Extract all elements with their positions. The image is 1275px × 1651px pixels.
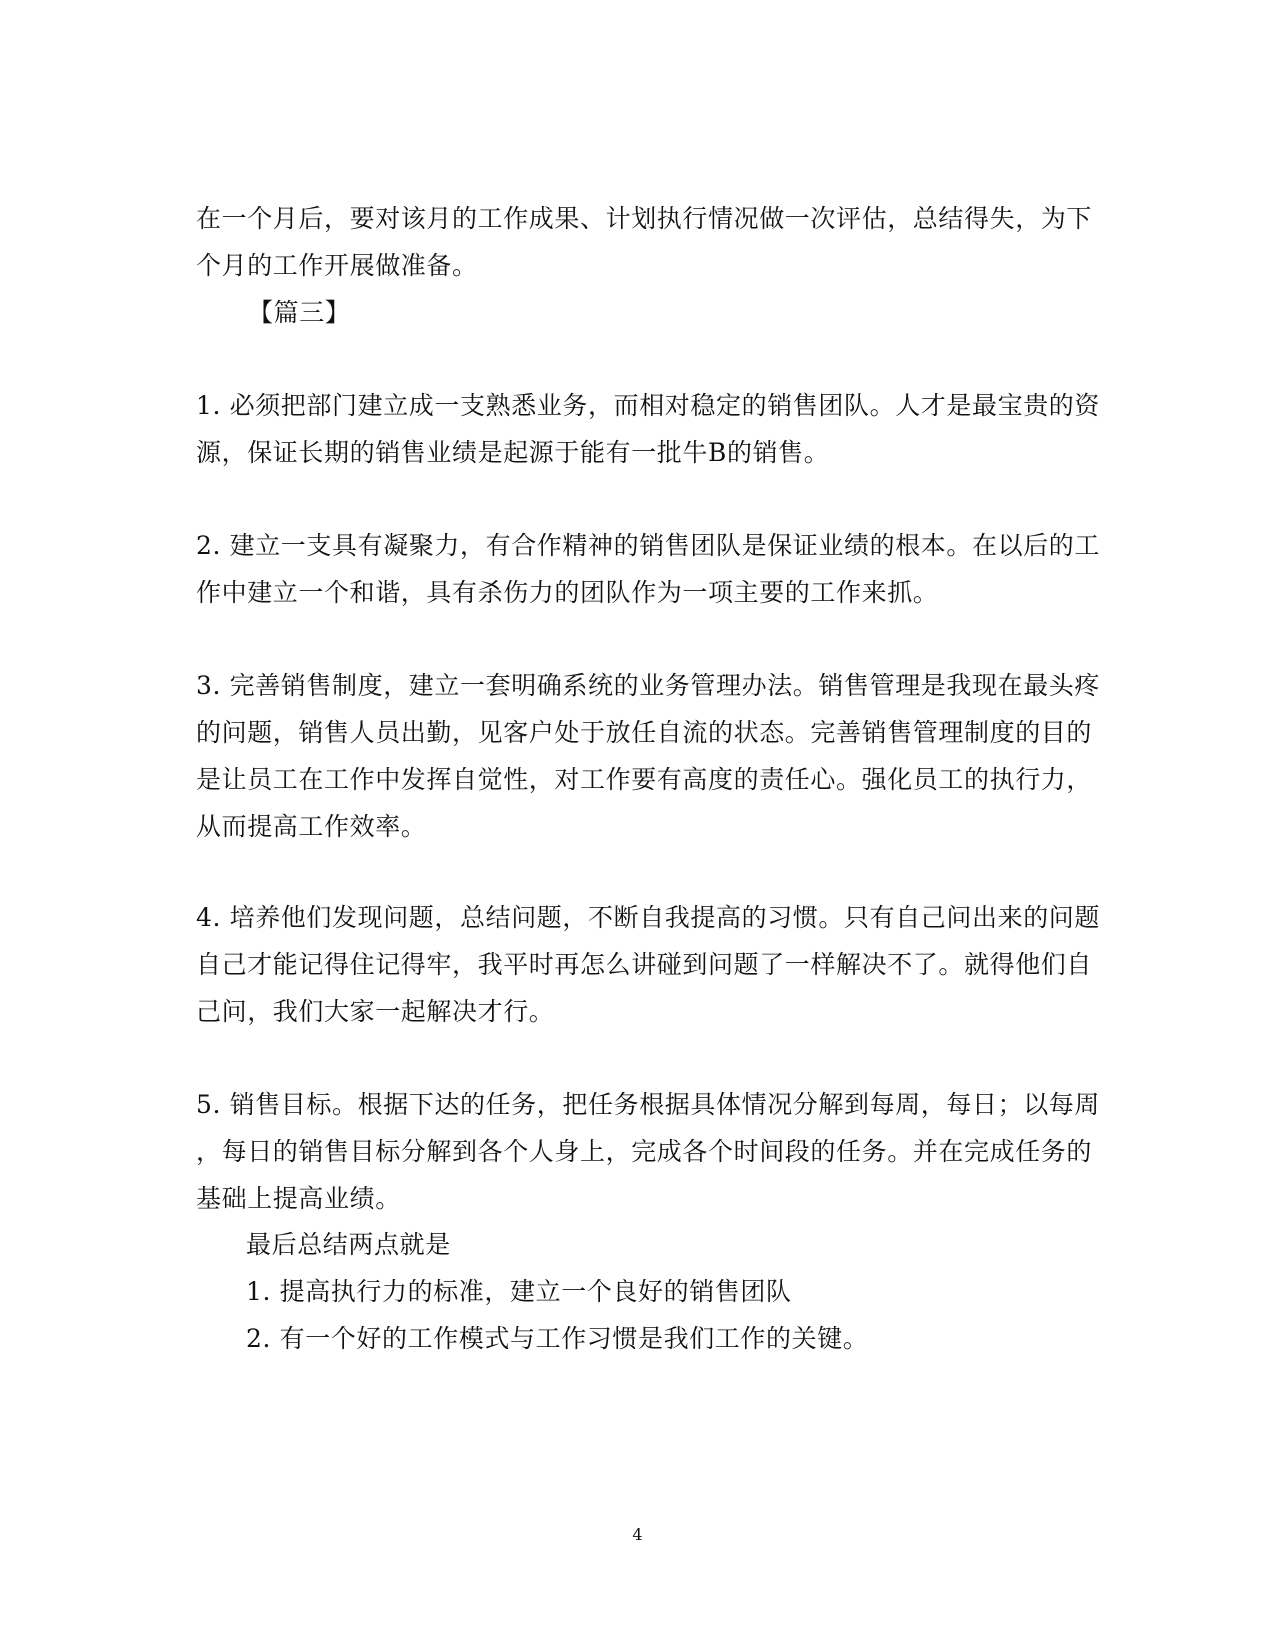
- list-item-line: 3. 完善销售制度，建立一套明确系统的业务管理办法。销售管理是我现在最头疼: [196, 671, 1101, 700]
- list-item-line: 己问，我们大家一起解决才行。: [196, 997, 555, 1026]
- summary-intro: 最后总结两点就是: [246, 1230, 451, 1259]
- page-number: 4: [632, 1525, 643, 1544]
- paragraph-line: 个月的工作开展做准备。: [196, 251, 478, 280]
- list-item-line: 源，保证长期的销售业绩是起源于能有一批牛B的销售。: [196, 438, 830, 467]
- section-heading: 【篇三】: [248, 298, 351, 327]
- summary-item: 1. 提高执行力的标准，建立一个良好的销售团队: [246, 1277, 792, 1306]
- list-item-line: 5. 销售目标。根据下达的任务，把任务根据具体情况分解到每周，每日；以每周: [196, 1090, 1101, 1119]
- list-item-line: 4. 培养他们发现问题，总结问题，不断自我提高的习惯。只有自己问出来的问题: [196, 903, 1101, 932]
- list-item-line: ，每日的销售目标分解到各个人身上，完成各个时间段的任务。并在完成任务的: [196, 1137, 1093, 1166]
- summary-item: 2. 有一个好的工作模式与工作习惯是我们工作的关键。: [246, 1324, 869, 1353]
- list-item-line: 自己才能记得住记得牢，我平时再怎么讲碰到问题了一样解决不了。就得他们自: [196, 950, 1093, 979]
- list-item-line: 1. 必须把部门建立成一支熟悉业务，而相对稳定的销售团队。人才是最宝贵的资: [196, 391, 1101, 420]
- list-item-line: 作中建立一个和谐，具有杀伤力的团队作为一项主要的工作来抓。: [196, 578, 939, 607]
- list-item-line: 从而提高工作效率。: [196, 812, 427, 841]
- list-item-line: 是让员工在工作中发挥自觉性，对工作要有高度的责任心。强化员工的执行力，: [196, 765, 1093, 794]
- paragraph-line: 在一个月后，要对该月的工作成果、计划执行情况做一次评估，总结得失，为下: [196, 204, 1093, 233]
- list-item-line: 基础上提高业绩。: [196, 1184, 401, 1213]
- list-item-line: 2. 建立一支具有凝聚力，有合作精神的销售团队是保证业绩的根本。在以后的工: [196, 531, 1101, 560]
- list-item-line: 的问题，销售人员出勤，见客户处于放任自流的状态。完善销售管理制度的目的: [196, 718, 1093, 747]
